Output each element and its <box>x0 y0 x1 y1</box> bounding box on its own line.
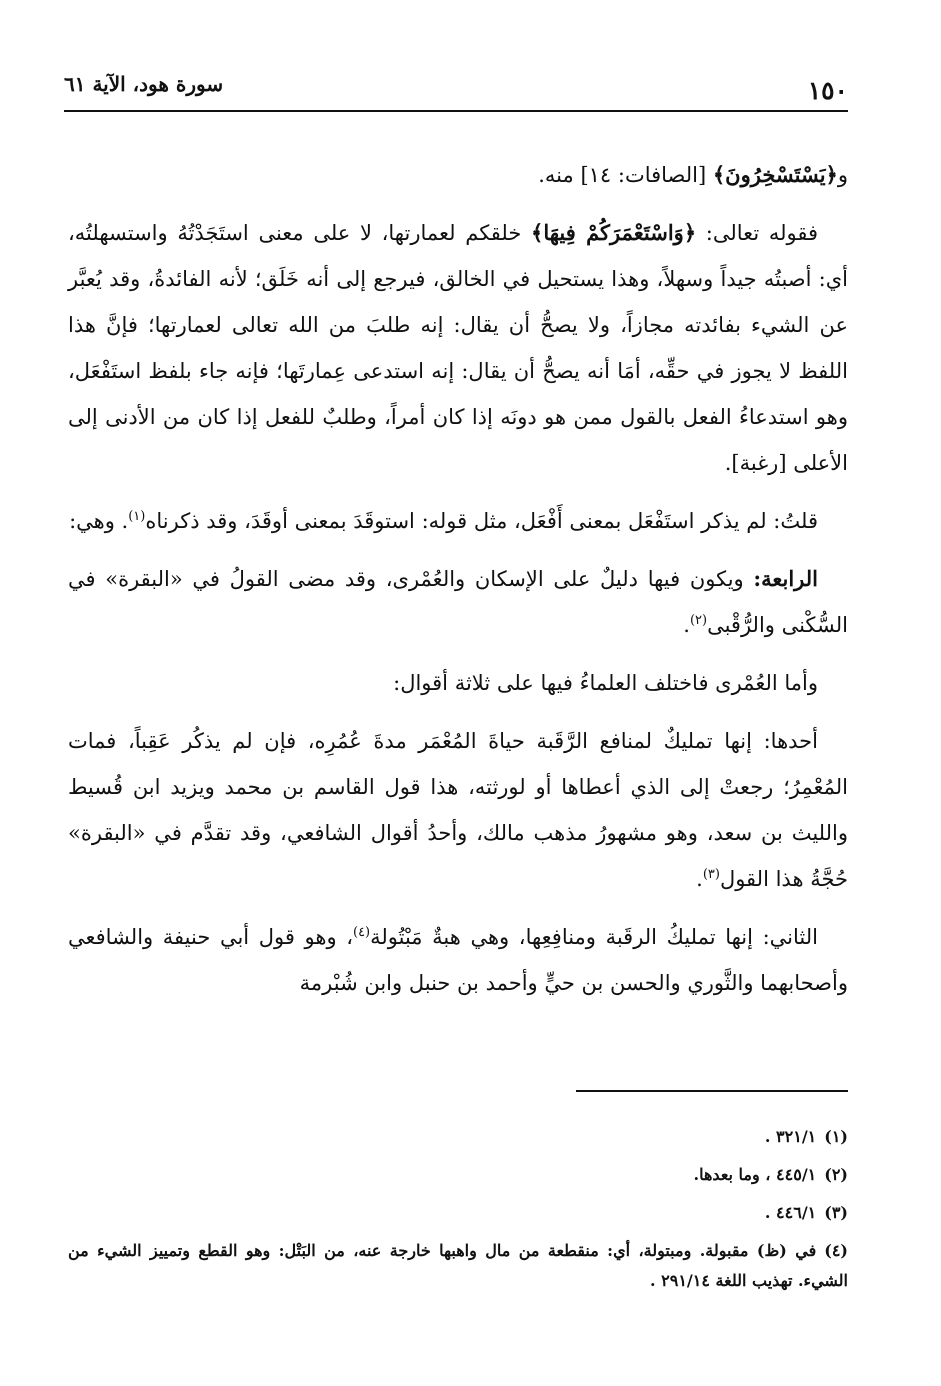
paragraph-text: [الصافات: ١٤] منه. <box>538 163 713 187</box>
footnote-number: (٤) <box>824 1241 848 1260</box>
paragraph <box>68 152 848 198</box>
footnote <box>68 1198 848 1228</box>
paragraph-text: أحدها: إنها تمليكٌ لمنافع الرَّقَبة حياةَ المُعْمَر مدةَ عُمُرِه، فإن لم يذكُر عَقِباً، فمات المُعْمِرُ؛ رجعتْ إلى الذي أعطاها أو لورثته، هذا قول القاسم بن محمد ويزيد ابن قُسيط والليث بن سعد، وهو مشهورُ مذهب مالك، وأحدُ أقوال الشافعي، وقد تقدَّم في «البقرة» حُجَّةُ هذا القول <box>68 729 848 891</box>
paragraph-text: و <box>837 163 848 187</box>
running-title: سورة هود، الآية ٦١ <box>64 72 224 96</box>
paragraph-text: . <box>696 867 703 891</box>
section-heading: الرابعة: <box>753 566 818 591</box>
paragraph-text: ويكون فيها دليلٌ على الإسكان والعُمْرى، وقد مضى القولُ في «البقرة» في السُّكْنى والرُّقْبى <box>68 567 848 637</box>
main-text <box>68 152 848 1018</box>
footnote-text: ٣٢١/١ . <box>764 1127 817 1146</box>
page-header <box>64 66 848 112</box>
paragraph-text: ، وهو قول أبي حنيفة والشافعي وأصحابهما والثَّوري والحسن بن حيٍّ وأحمد بن حنبل وابن شُبْرمة <box>68 925 848 995</box>
paragraph <box>68 718 848 902</box>
footnote-divider <box>576 1090 848 1092</box>
footnote-text: ٤٤٦/١ . <box>764 1203 817 1222</box>
quran-quote: ﴿وَاسْتَعْمَرَكُمْ فِيهَا﴾ <box>531 220 697 245</box>
paragraph-text: فقوله تعالى: <box>696 221 819 245</box>
paragraph-text: الثاني: إنها تمليكُ الرقَبة ومنافِعِها، وهي هبةٌ مَبْتُولة <box>370 925 818 949</box>
page-number: ١٥٠ <box>807 76 848 105</box>
paragraph <box>68 556 848 648</box>
footnotes <box>68 1122 848 1304</box>
paragraph <box>68 210 848 486</box>
paragraph <box>68 660 848 706</box>
footnote-ref: (١) <box>128 509 146 524</box>
footnote-text: في (ظ) مقبولة. ومبتولة، أي: منقطعة من مال واهبها خارجة عنه، من البَتْل: وهو القطع وتمييز الشيء من الشيء. تهذيب اللغة ٢٩١/١٤ . <box>68 1241 848 1290</box>
footnote-number: (٢) <box>824 1165 848 1184</box>
paragraph-text: . وهي: <box>69 509 129 533</box>
footnote <box>68 1122 848 1152</box>
footnote-ref: (٣) <box>702 867 720 882</box>
paragraph <box>68 914 848 1006</box>
paragraph-text: وأما العُمْرى فاختلف العلماءُ فيها على ثلاثة أقوال: <box>393 671 818 695</box>
footnote-number: (٣) <box>824 1203 848 1222</box>
footnote-ref: (٢) <box>689 613 708 628</box>
paragraph <box>68 498 848 544</box>
footnote-number: (١) <box>824 1127 848 1146</box>
footnote-ref: (٤) <box>352 925 371 940</box>
paragraph-text: قلتُ: لم يذكر استَفْعَل بمعنى أَفْعَل، مثل قوله: استوقَدَ بمعنى أوقَدَ، وقد ذكرناه <box>145 509 818 533</box>
paragraph-text: خلقكم لعمارتها، لا على معنى استَجَدْتُهُ واستسهلتُه، أي: أصبتُه جيداً وسهلاً، وهذا يستحيل في الخالق، فيرجع إلى أنه خَلَق؛ لأنه الفائدةُ، وقد يُعبَّر عن الشيء بفائدته مجازاً، ولا يصحُّ أن يقال: إنه طلبَ من الله تعالى لعمارتها؛ فإنَّ هذا اللفظ لا يجوز في حقِّه، أمَا أنه يصحُّ أن يقال: إنه استدعى عِمارتَها؛ فإنه جاء بلفظ استَفْعَل، وهو استدعاءُ الفعل بالقول ممن هو دونَه إذا كان أمراً، وطلبٌ للفعل إذا كان من الأدنى إلى الأعلى [رغبة]. <box>68 221 848 475</box>
paragraph-text: . <box>683 613 690 637</box>
footnote <box>68 1236 848 1296</box>
quran-quote: ﴿يَسْتَسْخِرُونَ﴾ <box>712 162 838 187</box>
footnote <box>68 1160 848 1190</box>
footnote-text: ٤٤٥/١ ، وما بعدها. <box>693 1165 817 1184</box>
